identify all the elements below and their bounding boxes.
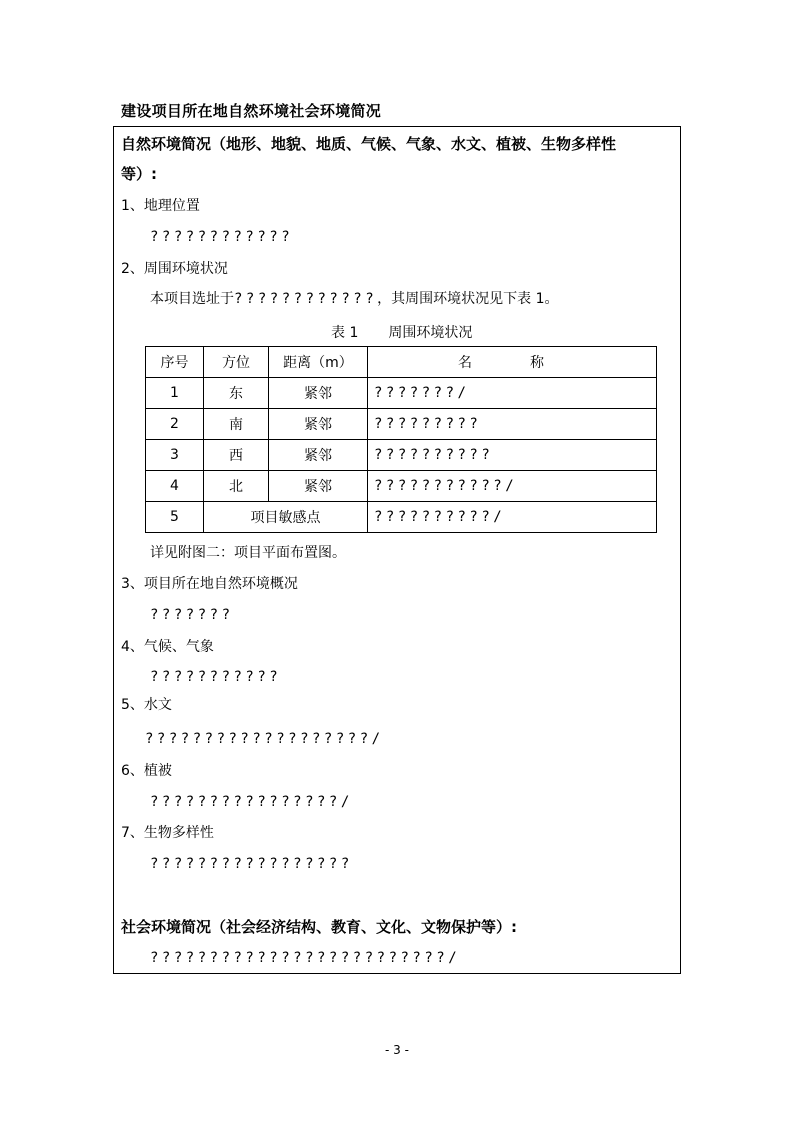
- table-caption-title: 周围环境状况: [388, 325, 473, 341]
- section-6-text: ????????????????/: [150, 794, 353, 810]
- header-index: 序号: [146, 347, 204, 378]
- table-row: [146, 440, 657, 471]
- cell-direction: 北: [204, 471, 269, 502]
- cell-distance: 紧邻: [269, 409, 368, 440]
- cell-index: 3: [146, 440, 204, 471]
- section-4-text: ???????????: [150, 669, 282, 685]
- cell-direction: 东: [204, 378, 269, 409]
- section-2-title: 2、周围环境状况: [121, 261, 228, 277]
- intro-location: ????????????: [234, 291, 378, 307]
- cell-distance: 紧邻: [269, 440, 368, 471]
- header-name: 名 称: [368, 347, 657, 378]
- header-direction: 方位: [204, 347, 269, 378]
- cell-name: ???????/: [368, 378, 657, 409]
- section-4-title: 4、气候、气象: [121, 639, 214, 655]
- page-number: - 3 -: [385, 1043, 409, 1057]
- section-1-title: 1、地理位置: [121, 198, 200, 214]
- section-1-text: ????????????: [150, 229, 294, 245]
- cell-distance: 紧邻: [269, 378, 368, 409]
- nature-heading-cont: 等）:: [121, 165, 157, 183]
- table-header-row: [146, 347, 657, 378]
- section-5-title: 5、水文: [121, 697, 172, 713]
- section-2-note: 详见附图二：项目平面布置图。: [150, 545, 346, 561]
- intro-prefix: 本项目选址于: [150, 291, 234, 307]
- cell-name: ??????????: [368, 440, 657, 471]
- cell-index: 5: [146, 502, 204, 533]
- cell-direction-distance: 项目敏感点: [204, 502, 368, 533]
- document-title: 建设项目所在地自然环境社会环境简况: [121, 102, 382, 120]
- table-caption: [331, 322, 472, 342]
- table-row: [146, 502, 657, 533]
- section-6-title: 6、植被: [121, 763, 172, 779]
- section-5-text: ???????????????????/: [145, 731, 384, 747]
- section-7-title: 7、生物多样性: [121, 825, 214, 841]
- cell-direction: 南: [204, 409, 269, 440]
- social-heading: 社会环境简况（社会经济结构、教育、文化、文物保护等）:: [121, 918, 518, 936]
- section-7-text: ?????????????????: [150, 856, 353, 872]
- surroundings-table: [145, 346, 657, 533]
- table-row: [146, 378, 657, 409]
- table-row: [146, 409, 657, 440]
- cell-distance: 紧邻: [269, 471, 368, 502]
- table-caption-number: 表 1: [331, 325, 359, 341]
- social-text: ?????????????????????????/: [150, 950, 461, 966]
- section-3-text: ???????: [150, 607, 234, 623]
- section-2-intro: [150, 292, 559, 307]
- nature-heading: 自然环境简况（地形、地貌、地质、气候、气象、水文、植被、生物多样性: [121, 135, 617, 153]
- section-3-title: 3、项目所在地自然环境概况: [121, 576, 298, 592]
- cell-direction: 西: [204, 440, 269, 471]
- table-row: [146, 471, 657, 502]
- cell-index: 2: [146, 409, 204, 440]
- cell-name: ??????????/: [368, 502, 657, 533]
- header-distance: 距离（m）: [269, 347, 368, 378]
- intro-suffix: ，其周围环境状况见下表 1。: [377, 291, 559, 307]
- cell-name: ?????????: [368, 409, 657, 440]
- cell-index: 1: [146, 378, 204, 409]
- cell-name: ???????????/: [368, 471, 657, 502]
- cell-index: 4: [146, 471, 204, 502]
